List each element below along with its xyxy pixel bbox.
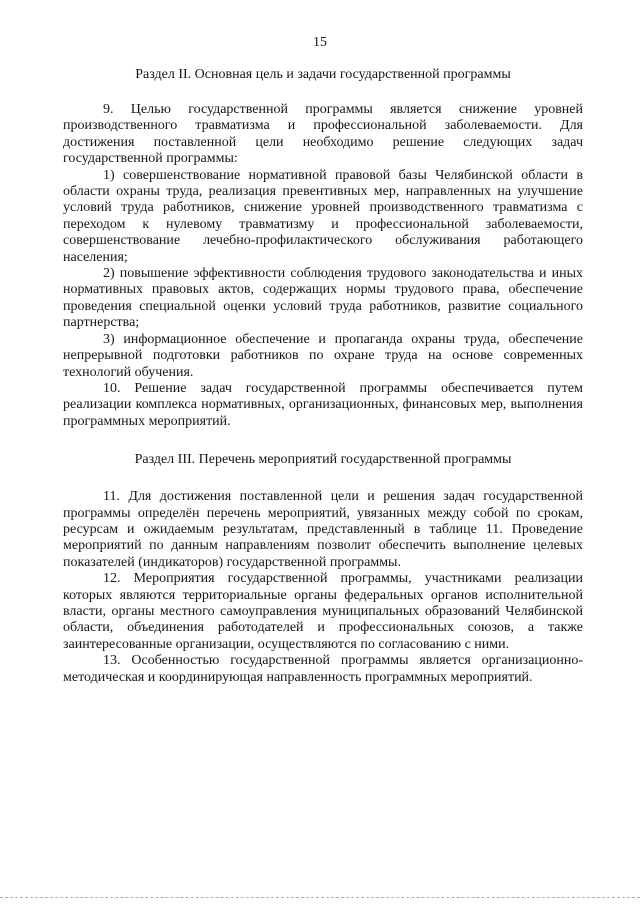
paragraph-9-task-2: 2) повышение эффективности соблюдения трудового законодательства и иных нормативных правовых актов, содержащих нормы трудового права, обеспечение проведения специальной оценки условий труда работников, развитие социального партнерства;	[63, 266, 583, 331]
scan-edge-line	[0, 897, 640, 898]
paragraph-9-task-3: 3) информационное обеспечение и пропаганда охраны труда, обеспечение непрерывной подготовки работников по охране труда на основе современных технологий обучения.	[63, 331, 583, 380]
paragraph-13: 13. Особенностью государственной программы является организационно-методическая и координирующая направленность программных мероприятий.	[63, 653, 583, 685]
page-number: 15	[313, 35, 327, 50]
paragraph-10: 10. Решение задач государственной программы обеспечивается путем реализации комплекса нормативных, организационных, финансовых мер, выполнения программных мероприятий.	[63, 380, 583, 429]
paragraph-9: 9. Целью государственной программы является снижение уровней производственного травматизма и профессиональной заболеваемости. Для достижения поставленной цели необходимо решение следующих задач государственной программы:	[63, 102, 583, 167]
section-3-title: Раздел III. Перечень мероприятий государственной программы	[134, 452, 512, 468]
paragraph-9-task-1: 1) совершенствование нормативной правовой базы Челябинской области в области охраны труда, реализация превентивных мер, направленных на улучшение условий труда работников, снижение уровней производственного травматизма с переходом к нулевому травматизму и профессиональной заболеваемости, совершенствование лечебно-профилактического обслуживания работающего населения;	[63, 167, 583, 265]
document-body	[63, 66, 583, 686]
paragraph-12: 12. Мероприятия государственной программы, участниками реализации которых являются территориальные органы федеральных органов исполнительной власти, органы местного самоуправления муниципальных образований Челябинской области, объединения работодателей и профессиональных союзов, а также заинтересованные организации, осуществляются по согласованию с ними.	[63, 571, 583, 652]
paragraph-11: 11. Для достижения поставленной цели и решения задач государственной программы определён перечень мероприятий, увязанных между собой по срокам, ресурсам и ожидаемым результатам, представленный в таблице 11. Проведение мероприятий по данным направлениям позволит обеспечить выполнение целевых показателей (индикаторов) государственной программы.	[63, 489, 583, 570]
section-2-title: Раздел II. Основная цель и задачи государственной программы	[135, 67, 511, 82]
